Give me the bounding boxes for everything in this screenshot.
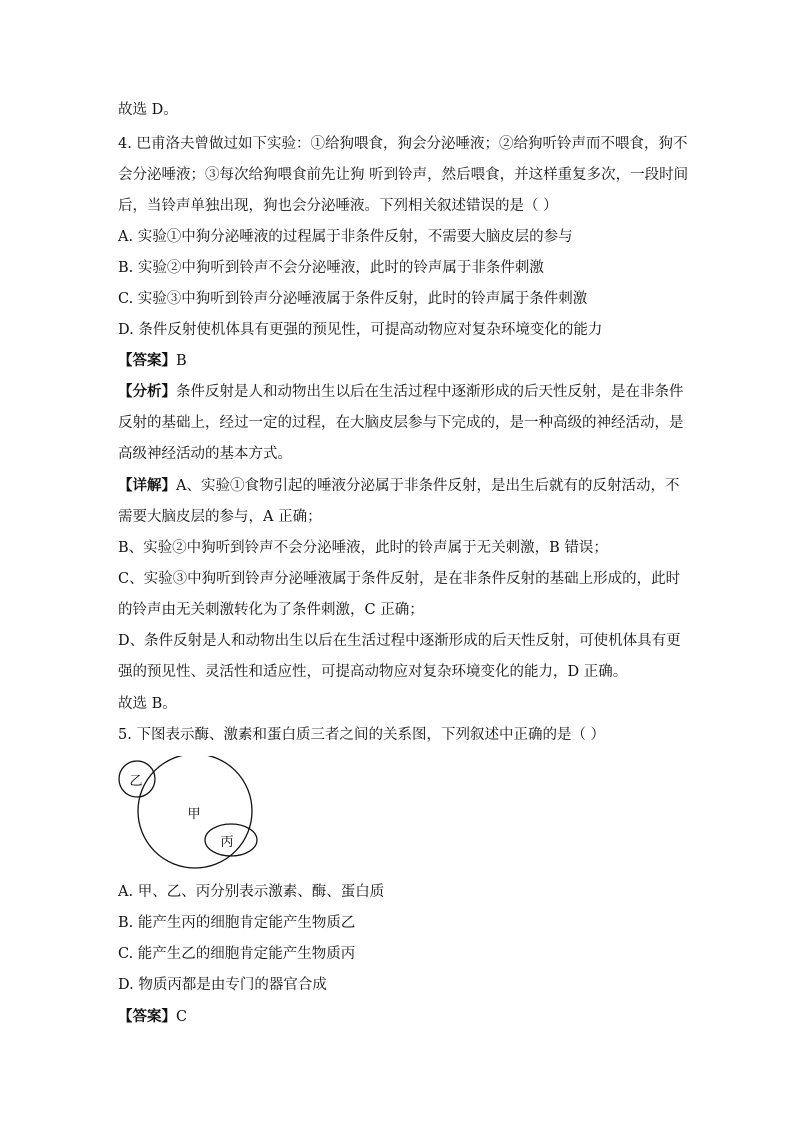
q4-stem-line-2: 会分泌唾液；③每次给狗喂食前先让狗 听到铃声，然后喂食，并这样重复多次，一段时间 — [118, 167, 689, 183]
q5-answer-tag: 【答案】 — [118, 1008, 176, 1025]
q4-detail-line-7: 强的预见性、灵活性和适应性，可提高动物应对复杂环境变化的能力，D 正确。 — [118, 664, 628, 680]
q4-detail-line-3: B、实验②中狗听到铃声不会分泌唾液，此时的铃声属于无关刺激，B 错误； — [118, 540, 608, 556]
q4-detail-line-2: 需要大脑皮层的参与，A 正确； — [118, 509, 322, 525]
q4-answer-choice: 故选 B。 — [118, 696, 177, 712]
q5-option-b: B. 能产生丙的细胞肯定能产生物质乙 — [118, 915, 356, 931]
q4-option-c: C. 实验③中狗听到铃声分泌唾液属于条件反射，此时的铃声属于条件刺激 — [118, 291, 588, 307]
q5-answer-value: C — [176, 1009, 188, 1025]
q4-detail-line-5: 的铃声由无关刺激转化为了条件刺激，C 正确； — [118, 602, 424, 618]
label-yi: 乙 — [129, 774, 143, 789]
q4-stem-line-3: 后，当铃声单独出现，狗也会分泌唾液。下列相关叙述错误的是（ ） — [118, 198, 558, 214]
label-bing: 丙 — [220, 835, 234, 850]
q4-analysis-tag: 【分析】 — [118, 383, 176, 400]
q4-analysis-line-2: 反射的基础上，经过一定的过程，在大脑皮层参与下完成的，是一种高级的神经活动，是 — [118, 415, 684, 431]
q4-answer — [118, 351, 187, 371]
q5-option-a: A. 甲、乙、丙分别表示激素、酶、蛋白质 — [118, 884, 385, 900]
q5-answer — [118, 1007, 187, 1027]
q4-answer-tag: 【答案】 — [118, 352, 176, 369]
q4-option-d: D. 条件反射使机体具有更强的预见性，可提高动物应对复杂环境变化的能力 — [118, 322, 603, 338]
label-jia: 甲 — [187, 807, 201, 822]
q4-detail-text-1: A、实验①食物引起的唾液分泌属于非条件反射，是出生后就有的反射活动，不 — [176, 478, 680, 494]
q4-detail-line-4: C、实验③中狗听到铃声分泌唾液属于条件反射，是在非条件反射的基础上形成的，此时 — [118, 571, 681, 587]
q4-detail-line-1 — [118, 476, 679, 496]
q4-analysis-text-1: 条件反射是人和动物出生以后在生活过程中逐渐形成的后天性反射，是在非条件 — [176, 384, 684, 400]
q4-answer-value: B — [176, 353, 187, 369]
q5-option-d: D. 物质丙都是由专门的器官合成 — [118, 977, 327, 993]
venn-diagram — [118, 756, 268, 876]
q4-option-a: A. 实验①中狗分泌唾液的过程属于非条件反射，不需要大脑皮层的参与 — [118, 229, 573, 245]
q4-detail-line-6: D、条件反射是人和动物出生以后在生活过程中逐渐形成的后天性反射，可使机体具有更 — [118, 633, 681, 649]
q4-stem-line-1: 4. 巴甫洛夫曾做过如下实验：①给狗喂食，狗会分泌唾液；②给狗听铃声而不喂食，狗不 — [118, 136, 688, 152]
q5-stem: 5. 下图表示酶、激素和蛋白质三者之间的关系图，下列叙述中正确的是（ ） — [118, 727, 606, 743]
q5-option-c: C. 能产生乙的细胞肯定能产生物质丙 — [118, 946, 356, 962]
q4-analysis-line-3: 高级神经活动的基本方式。 — [118, 446, 292, 462]
q4-option-b: B. 实验②中狗听到铃声不会分泌唾液，此时的铃声属于非条件刺激 — [118, 260, 544, 276]
q3-answer-choice: 故选 D。 — [118, 102, 178, 118]
q4-detail-tag: 【详解】 — [118, 477, 176, 494]
q4-analysis-line-1 — [118, 382, 684, 402]
